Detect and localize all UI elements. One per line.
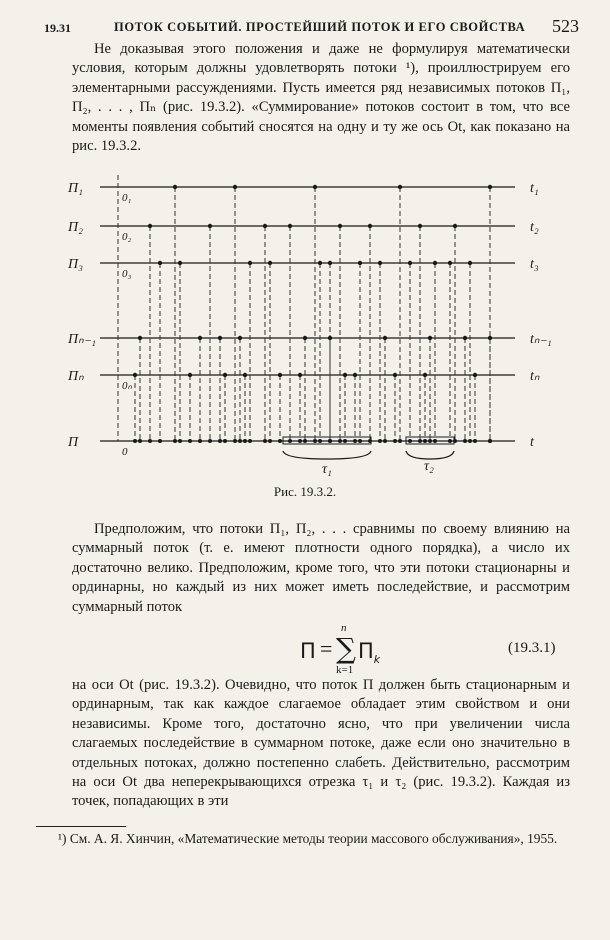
event-point: [473, 373, 477, 377]
sum-event-point: [148, 439, 152, 443]
sum-event-point: [263, 439, 267, 443]
event-point: [343, 373, 347, 377]
event-point: [138, 336, 142, 340]
label-flow-n-minus-1: Пₙ₋₁: [68, 332, 96, 347]
axis-label-flow-n: tₙ: [530, 369, 540, 384]
event-point: [393, 373, 397, 377]
event-point: [368, 224, 372, 228]
sum-event-point: [223, 439, 227, 443]
event-point: [418, 224, 422, 228]
figure-flows-diagram: [0, 165, 610, 505]
sum-event-point: [398, 439, 402, 443]
sum-event-point: [303, 439, 307, 443]
paragraph-discussion: на оси Ot (рис. 19.3.2). Очевидно, что поток П должен быть стационарным и ординарным, так как каждое слагаемое обладает этим свойством и они независимы. Кроме того, достаточно ясно, что при увеличении числа слагаемых последействие в суммарном потоке, даже если оно значительно в отдельных потоках, должно постепенно слабеть. Действительно, рассмотрим на оси Ot два неперекрывающихся отрезка τ₁ и τ₂ (рис. 19.3.2). Каждая из точек, попадающих в эти: [72, 677, 570, 810]
equation-number: (19.3.1): [508, 640, 556, 656]
sum-event-point: [383, 439, 387, 443]
event-point: [448, 261, 452, 265]
sum-event-point: [433, 439, 437, 443]
formula-term: [358, 639, 380, 666]
sum-event-point: [188, 439, 192, 443]
sum-event-point: [233, 439, 237, 443]
sum-event-point: [248, 439, 252, 443]
sum-event-point: [473, 439, 477, 443]
formula-term-index: k: [373, 653, 381, 667]
event-point: [378, 261, 382, 265]
formula-lhs: П: [300, 639, 316, 663]
sum-event-point: [393, 439, 397, 443]
event-point: [238, 336, 242, 340]
event-point: [298, 373, 302, 377]
event-point: [173, 185, 177, 189]
label-tau1: τ₁: [322, 462, 332, 477]
sum-event-point: [238, 439, 242, 443]
axis-label-sum-flow: t: [530, 435, 534, 450]
page-number: 523: [552, 16, 579, 36]
sum-event-point: [428, 439, 432, 443]
sum-event-point: [328, 439, 332, 443]
sum-event-point: [468, 439, 472, 443]
event-point: [383, 336, 387, 340]
event-point: [248, 261, 252, 265]
sum-event-point: [463, 439, 467, 443]
event-point: [398, 185, 402, 189]
event-point: [358, 261, 362, 265]
label-sum-flow: П: [68, 435, 79, 450]
event-point: [408, 261, 412, 265]
label-flow-n: Пₙ: [68, 369, 84, 384]
event-point: [198, 336, 202, 340]
sum-event-point: [178, 439, 182, 443]
interval-tau1-brace: [283, 451, 371, 459]
sum-event-point: [218, 439, 222, 443]
event-point: [188, 373, 192, 377]
label-flow-1: П₁: [68, 181, 83, 196]
sum-event-point: [298, 439, 302, 443]
event-point: [208, 224, 212, 228]
event-point: [278, 373, 282, 377]
sum-event-point: [453, 439, 457, 443]
event-point: [338, 224, 342, 228]
sum-event-point: [313, 439, 317, 443]
event-point: [178, 261, 182, 265]
origin-label-sum-flow: 0: [122, 446, 128, 458]
origin-label-flow-3: 0₃: [122, 268, 132, 280]
sum-event-point: [173, 439, 177, 443]
sum-event-point: [448, 439, 452, 443]
formula-lower-limit: k=1: [336, 664, 354, 676]
running-title: ПОТОК СОБЫТИЙ. ПРОСТЕЙШИЙ ПОТОК И ЕГО СВОЙСТВА: [114, 20, 526, 34]
axis-label-flow-3: t₃: [530, 257, 539, 272]
event-point: [158, 261, 162, 265]
sum-event-point: [288, 439, 292, 443]
event-point: [313, 185, 317, 189]
sum-event-point: [418, 439, 422, 443]
sum-event-point: [318, 439, 322, 443]
event-point: [328, 261, 332, 265]
event-point: [223, 373, 227, 377]
sum-event-point: [488, 439, 492, 443]
sum-event-point: [378, 439, 382, 443]
event-point: [468, 261, 472, 265]
event-point: [488, 185, 492, 189]
event-point: [268, 261, 272, 265]
formula-sum: [300, 622, 420, 676]
sum-event-point: [338, 439, 342, 443]
sum-event-point: [268, 439, 272, 443]
figure-caption: Рис. 19.3.2.: [273, 484, 337, 499]
event-point: [218, 336, 222, 340]
sum-event-point: [278, 439, 282, 443]
formula-sigma: ∑: [336, 632, 356, 665]
sum-event-point: [138, 439, 142, 443]
paragraph-intro: Не доказывая этого положения и даже не формулируя математически условия, которым должны удовлетворять потоки ¹), проиллюстрируем его элементарными рассуждениями. Пусть имеется ряд независимых потоков П₁, П₂, . . . , Пₙ (рис. 19.3.2). «Суммирование» потоков состоит в том, что все моменты появления событий сносятся на одну и ту же ось Ot, как показано на рис. 19.3.2.: [72, 41, 570, 155]
event-point: [328, 336, 332, 340]
axis-label-flow-1: t₁: [530, 181, 539, 196]
sum-event-point: [198, 439, 202, 443]
event-point: [453, 224, 457, 228]
sum-event-point: [358, 439, 362, 443]
formula-equals: =: [320, 636, 333, 661]
sum-event-point: [133, 439, 137, 443]
sum-event-point: [208, 439, 212, 443]
event-point: [233, 185, 237, 189]
origin-label-flow-n: 0ₙ: [122, 380, 132, 392]
section-number: 19.31: [44, 21, 71, 35]
event-point: [423, 373, 427, 377]
interval-tau2-brace: [406, 451, 454, 459]
formula-term-symbol: П: [358, 639, 374, 663]
label-flow-2: П₂: [68, 220, 83, 235]
origin-label-flow-1: 0₁: [122, 192, 132, 204]
sum-event-point: [158, 439, 162, 443]
event-point: [243, 373, 247, 377]
event-point: [428, 336, 432, 340]
label-tau2: τ₂: [424, 459, 434, 474]
event-point: [263, 224, 267, 228]
paragraph-assumption: Предположим, что потоки П₁, П₂, . . . сравнимы по своему влиянию на суммарный поток (т. е. имеют плотности одного порядка), а число их достаточно велико. Предположим, кроме того, что эти потоки стационарны и ординарны, но каждый из них может иметь последействие, и рассмотрим суммарный поток: [72, 521, 570, 615]
event-point: [133, 373, 137, 377]
axis-label-flow-n-minus-1: tₙ₋₁: [530, 332, 552, 347]
sum-event-point: [423, 439, 427, 443]
label-flow-3: П₃: [68, 257, 83, 272]
footnote: ¹) См. А. Я. Хинчин, «Математические методы теории массового обслуживания», 1955.: [58, 831, 558, 846]
event-point: [433, 261, 437, 265]
event-point: [148, 224, 152, 228]
running-header: [44, 17, 579, 39]
sum-event-point: [353, 439, 357, 443]
event-point: [353, 373, 357, 377]
origin-label-flow-2: 0₂: [122, 231, 132, 243]
formula-upper-limit: n: [341, 622, 347, 634]
event-point: [488, 336, 492, 340]
footnote-rule: [36, 826, 126, 827]
axis-label-flow-2: t₂: [530, 220, 539, 235]
sum-event-point: [408, 439, 412, 443]
sum-event-point: [343, 439, 347, 443]
sum-event-point: [243, 439, 247, 443]
event-point: [303, 336, 307, 340]
event-point: [318, 261, 322, 265]
event-point: [288, 224, 292, 228]
sum-event-point: [368, 439, 372, 443]
event-point: [463, 336, 467, 340]
